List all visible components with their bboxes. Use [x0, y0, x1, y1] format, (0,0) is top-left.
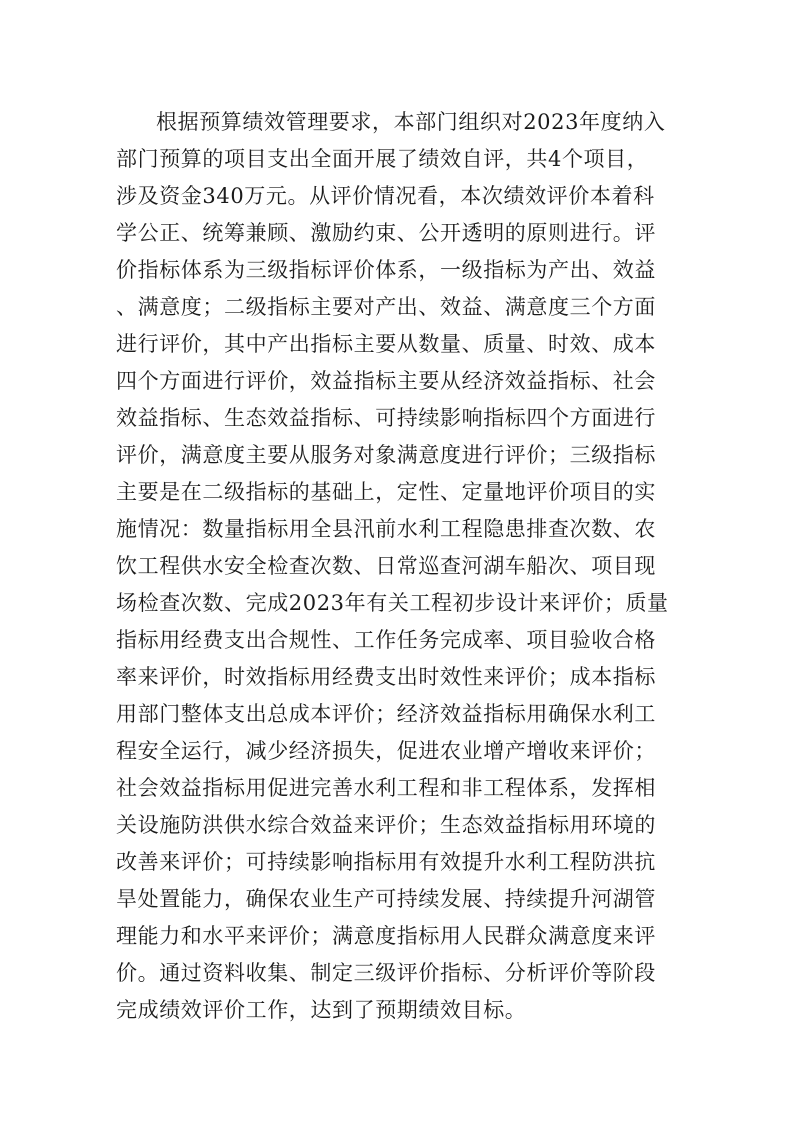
paragraph-line-14: 场检查次数、完成2023年有关工程初步设计来评价；质量 — [116, 591, 669, 615]
paragraph-line-17: 用部门整体支出总成本评价；经济效益指标用确保水利工 — [116, 702, 656, 726]
paragraph-line-23: 理能力和水平来评价；满意度指标用人民群众满意度来评 — [116, 924, 656, 948]
paragraph-line-12: 施情况：数量指标用全县汛前水利工程隐患排查次数、农 — [116, 517, 656, 541]
paragraph-line-5: 价指标体系为三级指标评价体系，一级指标为产出、效益 — [116, 258, 656, 282]
paragraph-line-8: 四个方面进行评价，效益指标主要从经济效益指标、社会 — [116, 369, 656, 393]
paragraph-line-21: 改善来评价；可持续影响指标用有效提升水利工程防洪抗 — [116, 850, 656, 874]
paragraph-line-4: 学公正、统筹兼顾、激励约束、公开透明的原则进行。评 — [116, 221, 656, 245]
body-paragraph — [116, 104, 686, 1029]
paragraph-line-22: 旱处置能力，确保农业生产可持续发展、持续提升河湖管 — [116, 887, 656, 911]
paragraph-line-2: 部门预算的项目支出全面开展了绩效自评，共4个项目， — [116, 147, 649, 171]
paragraph-line-25: 完成绩效评价工作，达到了预期绩效目标。 — [116, 998, 527, 1022]
paragraph-line-13: 饮工程供水安全检查次数、日常巡查河湖车船次、项目现 — [116, 554, 656, 578]
paragraph-line-11: 主要是在二级指标的基础上，定性、定量地评价项目的实 — [116, 480, 656, 504]
paragraph-line-24: 价。通过资料收集、制定三级评价指标、分析评价等阶段 — [116, 961, 656, 985]
paragraph-line-16: 率来评价，时效指标用经费支出时效性来评价；成本指标 — [116, 665, 656, 689]
paragraph-line-3: 涉及资金340万元。从评价情况看，本次绩效评价本着科 — [116, 184, 655, 208]
paragraph-line-10: 评价，满意度主要从服务对象满意度进行评价；三级指标 — [116, 443, 656, 467]
paragraph-line-6: 、满意度；二级指标主要对产出、效益、满意度三个方面 — [116, 295, 656, 319]
paragraph-line-9: 效益指标、生态效益指标、可持续影响指标四个方面进行 — [116, 406, 656, 430]
paragraph-line-20: 关设施防洪供水综合效益来评价；生态效益指标用环境的 — [116, 813, 656, 837]
paragraph-line-15: 指标用经费支出合规性、工作任务完成率、项目验收合格 — [116, 628, 656, 652]
paragraph-line-1: 根据预算绩效管理要求，本部门组织对2023年度纳入 — [156, 110, 666, 134]
paragraph-line-18: 程安全运行，减少经济损失，促进农业增产增收来评价； — [116, 739, 656, 763]
paragraph-line-7: 进行评价，其中产出指标主要从数量、质量、时效、成本 — [116, 332, 656, 356]
paragraph-line-19: 社会效益指标用促进完善水利工程和非工程体系，发挥相 — [116, 776, 656, 800]
